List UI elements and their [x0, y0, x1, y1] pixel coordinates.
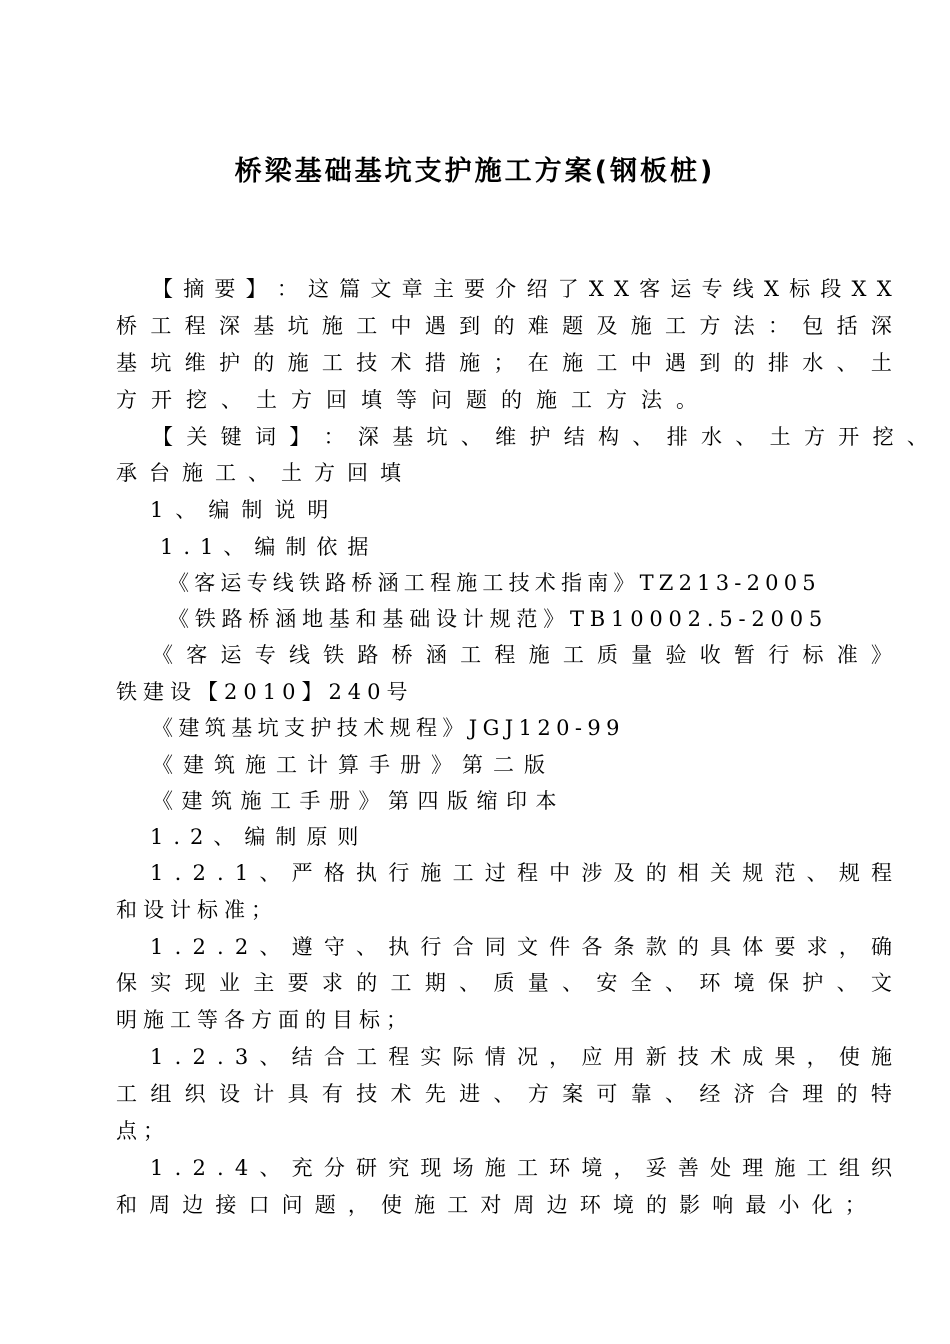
section-heading-1-2: 1.2、编制原则 [150, 825, 369, 849]
principle-4-line-1: 1 . 2 . 4 、 充 分 研 究 现 场 施 工 环 境 ， 妥 善 处 理 施 工 组 织 [150, 1156, 892, 1180]
principle-3-line-3: 点； [116, 1119, 170, 1143]
reference-2: 《铁路桥涵地基和基础设计规范》TB10002.5-2005 [168, 607, 829, 631]
principle-4-line-2: 和 周 边 接 口 问 题 ， 使 施 工 对 周 边 环 境 的 影 响 最 小 化 ； [116, 1193, 866, 1217]
abstract-line-3: 基 坑 维 护 的 施 工 技 术 措 施 ； 在 施 工 中 遇 到 的 排 水 、 土 [116, 351, 892, 375]
principle-1-line-1: 1 . 2 . 1 、 严 格 执 行 施 工 过 程 中 涉 及 的 相 关 规 范 、 规 程 [150, 861, 892, 885]
principle-1-line-2: 和设计标准； [116, 898, 278, 922]
keywords-line-1: 【 关 键 词 】 ： 深 基 坑 、 维 护 结 构 、 排 水 、 土 方 开 挖 、 [152, 425, 928, 449]
principle-3-line-2: 工 组 织 设 计 具 有 技 术 先 进 、 方 案 可 靠 、 经 济 合 理 的 特 [116, 1082, 892, 1106]
section-heading-1-1: 1.1、编制依据 [160, 535, 379, 559]
reference-6: 《建筑施工手册》第四版缩印本 [152, 789, 565, 813]
abstract-line-1: 【 摘 要 】 ： 这 篇 文 章 主 要 介 绍 了 X X 客 运 专 线 X 标 段 X X [152, 277, 892, 301]
reference-5: 《建筑施工计算手册》第二版 [152, 753, 555, 777]
principle-3-line-1: 1 . 2 . 3 、 结 合 工 程 实 际 情 况 ， 应 用 新 技 术 成 果 ， 使 施 [150, 1045, 892, 1069]
reference-3-cont: 铁建设【2010】240号 [116, 680, 414, 704]
section-heading-1: 1、编制说明 [150, 498, 341, 522]
reference-1: 《客运专线铁路桥涵工程施工技术指南》TZ213-2005 [168, 571, 821, 595]
principle-2-line-3: 明施工等各方面的目标； [116, 1008, 413, 1032]
abstract-line-4: 方开挖、土方回填等问题的施工方法。 [116, 388, 711, 412]
abstract-line-2: 桥 工 程 深 基 坑 施 工 中 遇 到 的 难 题 及 施 工 方 法 ： 包 括 深 [116, 314, 892, 338]
reference-4: 《建筑基坑支护技术规程》JGJ120-99 [152, 716, 625, 740]
keywords-line-2: 承台施工、土方回填 [116, 461, 413, 485]
reference-3: 《 客 运 专 线 铁 路 桥 涵 工 程 施 工 质 量 验 收 暂 行 标 准 》 [152, 643, 892, 667]
document-title: 桥梁基础基坑支护施工方案(钢板桩) [234, 156, 716, 187]
principle-2-line-1: 1 . 2 . 2 、 遵 守 、 执 行 合 同 文 件 各 条 款 的 具 体 要 求 ， 确 [150, 935, 892, 959]
principle-2-line-2: 保 实 现 业 主 要 求 的 工 期 、 质 量 、 安 全 、 环 境 保 护 、 文 [116, 971, 892, 995]
